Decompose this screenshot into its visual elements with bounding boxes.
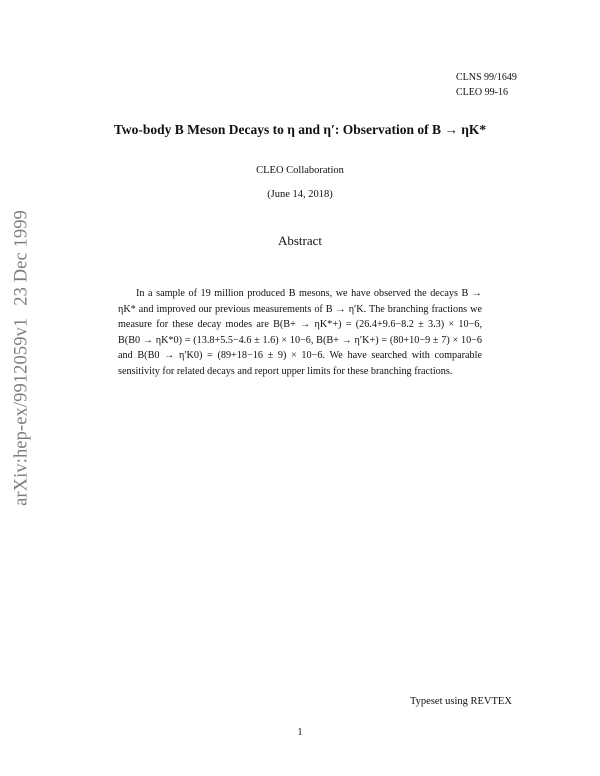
arxiv-identifier [12, 210, 33, 506]
collaboration: CLEO Collaboration [256, 165, 344, 176]
paper-title: Two-body B Meson Decays to η and η′: Observation of B → ηK* [113, 122, 487, 137]
typeset-note: Typeset using REVTEX [410, 696, 512, 707]
report-number-cleo: CLEO 99-16 [456, 87, 508, 98]
abstract-body: In a sample of 19 million produced B mesons, we have observed the decays B → ηK* and improved our previous measurements of B → η′K. The branching fractions we measure for these decay modes are B(B+ → ηK*+) = (26.4+9.6−8.2 ± 3.3) × 10−6, B(B0 → ηK*0) = (13.8+5.5−4.6 ± 1.6) × 10−6, B(B+ → η′K+) = (80+10−9 ± 7) × 10−6 and B(B0 → η′K0) = (89+18−16 ± 9) × 10−6. We have searched with comparable sensitivity for related decays and report upper limits for these branching fractions. [118, 288, 482, 377]
paper-date: (June 14, 2018) [267, 189, 333, 200]
abstract-heading: Abstract [277, 233, 323, 248]
arxiv-date: 23 Dec 1999 [11, 210, 32, 306]
report-number-clns: CLNS 99/1649 [456, 72, 517, 83]
page-number: 1 [297, 727, 303, 738]
arxiv-id: arXiv:hep-ex/9912059v1 [11, 317, 32, 506]
report-numbers [456, 70, 517, 100]
